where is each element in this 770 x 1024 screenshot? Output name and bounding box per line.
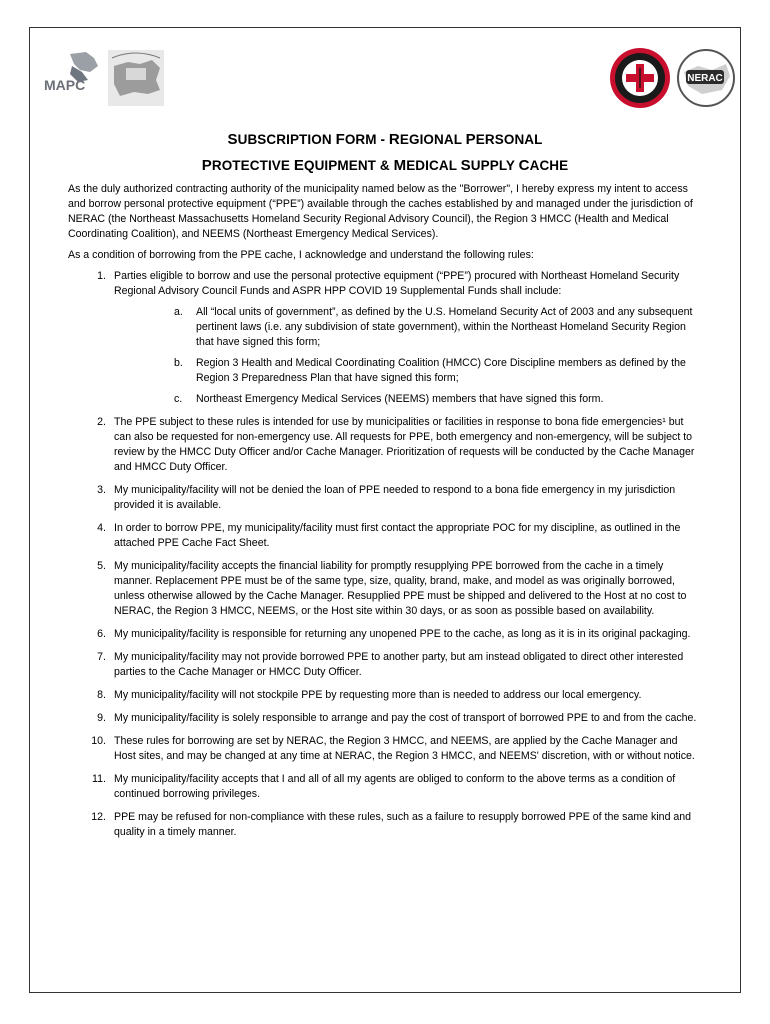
rule-number: 7. bbox=[97, 651, 106, 663]
conditions-intro: As a condition of borrowing from the PPE cache, I acknowledge and understand the following rules: bbox=[68, 249, 534, 261]
mapc-logo-text: MAPC bbox=[44, 77, 86, 93]
document-page bbox=[29, 27, 741, 993]
nerac-logo-text: NERAC bbox=[687, 73, 723, 84]
rule-text: My municipality/facility is solely responsible to arrange and pay the cost of transport of borrowed PPE to and from the cache. bbox=[114, 712, 697, 724]
form-content bbox=[68, 128, 702, 848]
rule-number: 3. bbox=[97, 484, 106, 496]
title-fragment: QUIPMENT & bbox=[303, 158, 394, 173]
title-fragment: C bbox=[518, 157, 530, 174]
rule-item bbox=[68, 269, 702, 407]
sub-rule-text: Region 3 Health and Medical Coordinating Coalition (HMCC) Core Discipline members as defined by the Region 3 Preparedness Plan that have signed this form; bbox=[196, 357, 686, 384]
rule-text: My municipality/facility will not be denied the loan of PPE needed to respond to a bona fide emergency in my jurisdiction provided it is available. bbox=[114, 484, 676, 511]
rule-item bbox=[68, 734, 702, 764]
rule-text: In order to borrow PPE, my municipality/facility must first contact the appropriate POC for my discipline, as outlined in the attached PPE Cache Fact Sheet. bbox=[114, 522, 681, 549]
rule-item bbox=[68, 688, 702, 703]
rule-number: 6. bbox=[97, 628, 106, 640]
title-fragment: M bbox=[393, 157, 407, 174]
region3-hmcc-logo bbox=[608, 46, 672, 110]
rule-number: 8. bbox=[97, 689, 106, 701]
rule-number: 11. bbox=[92, 773, 106, 785]
rule-number: 12. bbox=[91, 811, 106, 823]
eligible-parties-list bbox=[114, 305, 702, 407]
sub-rule-letter: b. bbox=[174, 357, 183, 369]
title-fragment: P bbox=[465, 131, 476, 148]
sub-rule-item bbox=[114, 356, 702, 386]
title-fragment: ORM - bbox=[344, 132, 389, 147]
title-fragment: P bbox=[201, 157, 212, 174]
rule-number: 10. bbox=[91, 735, 106, 747]
rule-item bbox=[68, 627, 702, 642]
rule-text: These rules for borrowing are set by NERAC, the Region 3 HMCC, and NEEMS, are applied by the Cache Manager and Host sites, and may be changed at any time at NERAC, the Region 3 HMCC, and NEEMS' discretion, with or without notice. bbox=[114, 735, 695, 762]
rule-item bbox=[68, 415, 702, 475]
rule-item bbox=[68, 711, 702, 726]
rule-number: 4. bbox=[97, 522, 106, 534]
rule-text: My municipality/facility accepts that I and all of all my agents are obliged to conform to the above terms as a condition of continued borrowing privileges. bbox=[114, 773, 676, 800]
rule-item bbox=[68, 650, 702, 680]
title-fragment: R bbox=[388, 131, 400, 148]
rule-item bbox=[68, 772, 702, 802]
rule-item bbox=[68, 521, 702, 551]
sub-rule-letter: a. bbox=[174, 306, 183, 318]
region-map-seal bbox=[108, 50, 164, 106]
title-fragment: EDICAL bbox=[406, 158, 461, 173]
rule-text: My municipality/facility will not stockpile PPE by requesting more than is needed to address our local emergency. bbox=[114, 689, 642, 701]
rule-text: Parties eligible to borrow and use the personal protective equipment (“PPE”) procured with Northeast Homeland Security Regional Advisory Council Funds and ASPR HPP COVID 19 Supplemental Funds shall include: bbox=[114, 270, 680, 297]
rule-number: 9. bbox=[97, 712, 106, 724]
rules-list bbox=[68, 269, 702, 840]
title-fragment: S bbox=[460, 157, 471, 174]
rule-item bbox=[68, 483, 702, 513]
sub-rule-item bbox=[114, 392, 702, 407]
rule-item bbox=[68, 810, 702, 840]
sub-rule-text: Northeast Emergency Medical Services (NEEMS) members that have signed this form. bbox=[196, 393, 604, 405]
form-title-line-1 bbox=[68, 130, 702, 150]
nerac-logo bbox=[672, 46, 738, 110]
rule-number: 2. bbox=[97, 416, 106, 428]
sub-rule-text: All “local units of government”, as defined by the U.S. Homeland Security Act of 2003 and any subsequent pertinent laws (i.e. any subdivision of state government), within the Northeast Homeland Security Region that have signed this form; bbox=[196, 306, 693, 348]
title-fragment: E bbox=[293, 157, 304, 174]
title-fragment: UBSCRIPTION bbox=[237, 132, 336, 147]
title-fragment: EGIONAL bbox=[399, 132, 466, 147]
form-title-line-2 bbox=[68, 156, 702, 176]
title-fragment: ROTECTIVE bbox=[211, 158, 294, 173]
title-fragment: ERSONAL bbox=[475, 132, 543, 147]
rule-text: My municipality/facility accepts the financial liability for promptly resupplying PPE borrowed from the cache in a timely manner. Replacement PPE must be of the same type, size, quality, brand, make, and model as was originally borrowed, unless otherwise allowed by the Cache Manager. Resupplied PPE must be shipped and delivered to the Host at no cost to NERAC, the Region 3 HMCC, NEEMS, or the Host site within 30 days, or as soon as possible based on availability. bbox=[114, 560, 687, 617]
title-fragment: F bbox=[335, 131, 345, 148]
title-fragment: ACHE bbox=[529, 158, 569, 173]
title-fragment: UPPLY bbox=[470, 158, 519, 173]
rule-item bbox=[68, 559, 702, 619]
mapc-logo bbox=[42, 50, 104, 94]
title-fragment: S bbox=[227, 131, 238, 148]
rule-text: PPE may be refused for non-compliance with these rules, such as a failure to resupply borrowed PPE of the same kind and quality in a timely manner. bbox=[114, 811, 692, 838]
rule-number: 1. bbox=[97, 270, 106, 282]
sub-rule-item bbox=[114, 305, 702, 350]
rule-text: My municipality/facility is responsible for returning any unopened PPE to the cache, as long as it is in its original packaging. bbox=[114, 628, 691, 640]
rule-text: The PPE subject to these rules is intended for use by municipalities or facilities in response to bona fide emergencies¹ but can also be requested for non-emergency use. All requests for PPE, both emergency and non-emergency, will be subject to review by the HMCC Duty Officer and/or Cache Manager. Prioritization of requests will be conducted by the Cache Manager and HMCC Duty Officer. bbox=[114, 416, 695, 473]
rule-text: My municipality/facility may not provide borrowed PPE to another party, but am instead obligated to direct other interested parties to the Cache Manager or HMCC Duty Officer. bbox=[114, 651, 684, 678]
sub-rule-letter: c. bbox=[174, 393, 183, 405]
rule-number: 5. bbox=[97, 560, 106, 572]
intro-paragraph: As the duly authorized contracting authority of the municipality named below as the "Borrower", I hereby express my intent to access and borrow personal protective equipment (“PPE”) available through the caches established by and managed under the jurisdiction of NERAC (the Northeast Massachusetts Homeland Security Regional Advisory Council), the Region 3 HMCC (Health and Medical Coordinating Coalition), and NEEMS (Northeast Emergency Medical Services). bbox=[68, 183, 693, 240]
